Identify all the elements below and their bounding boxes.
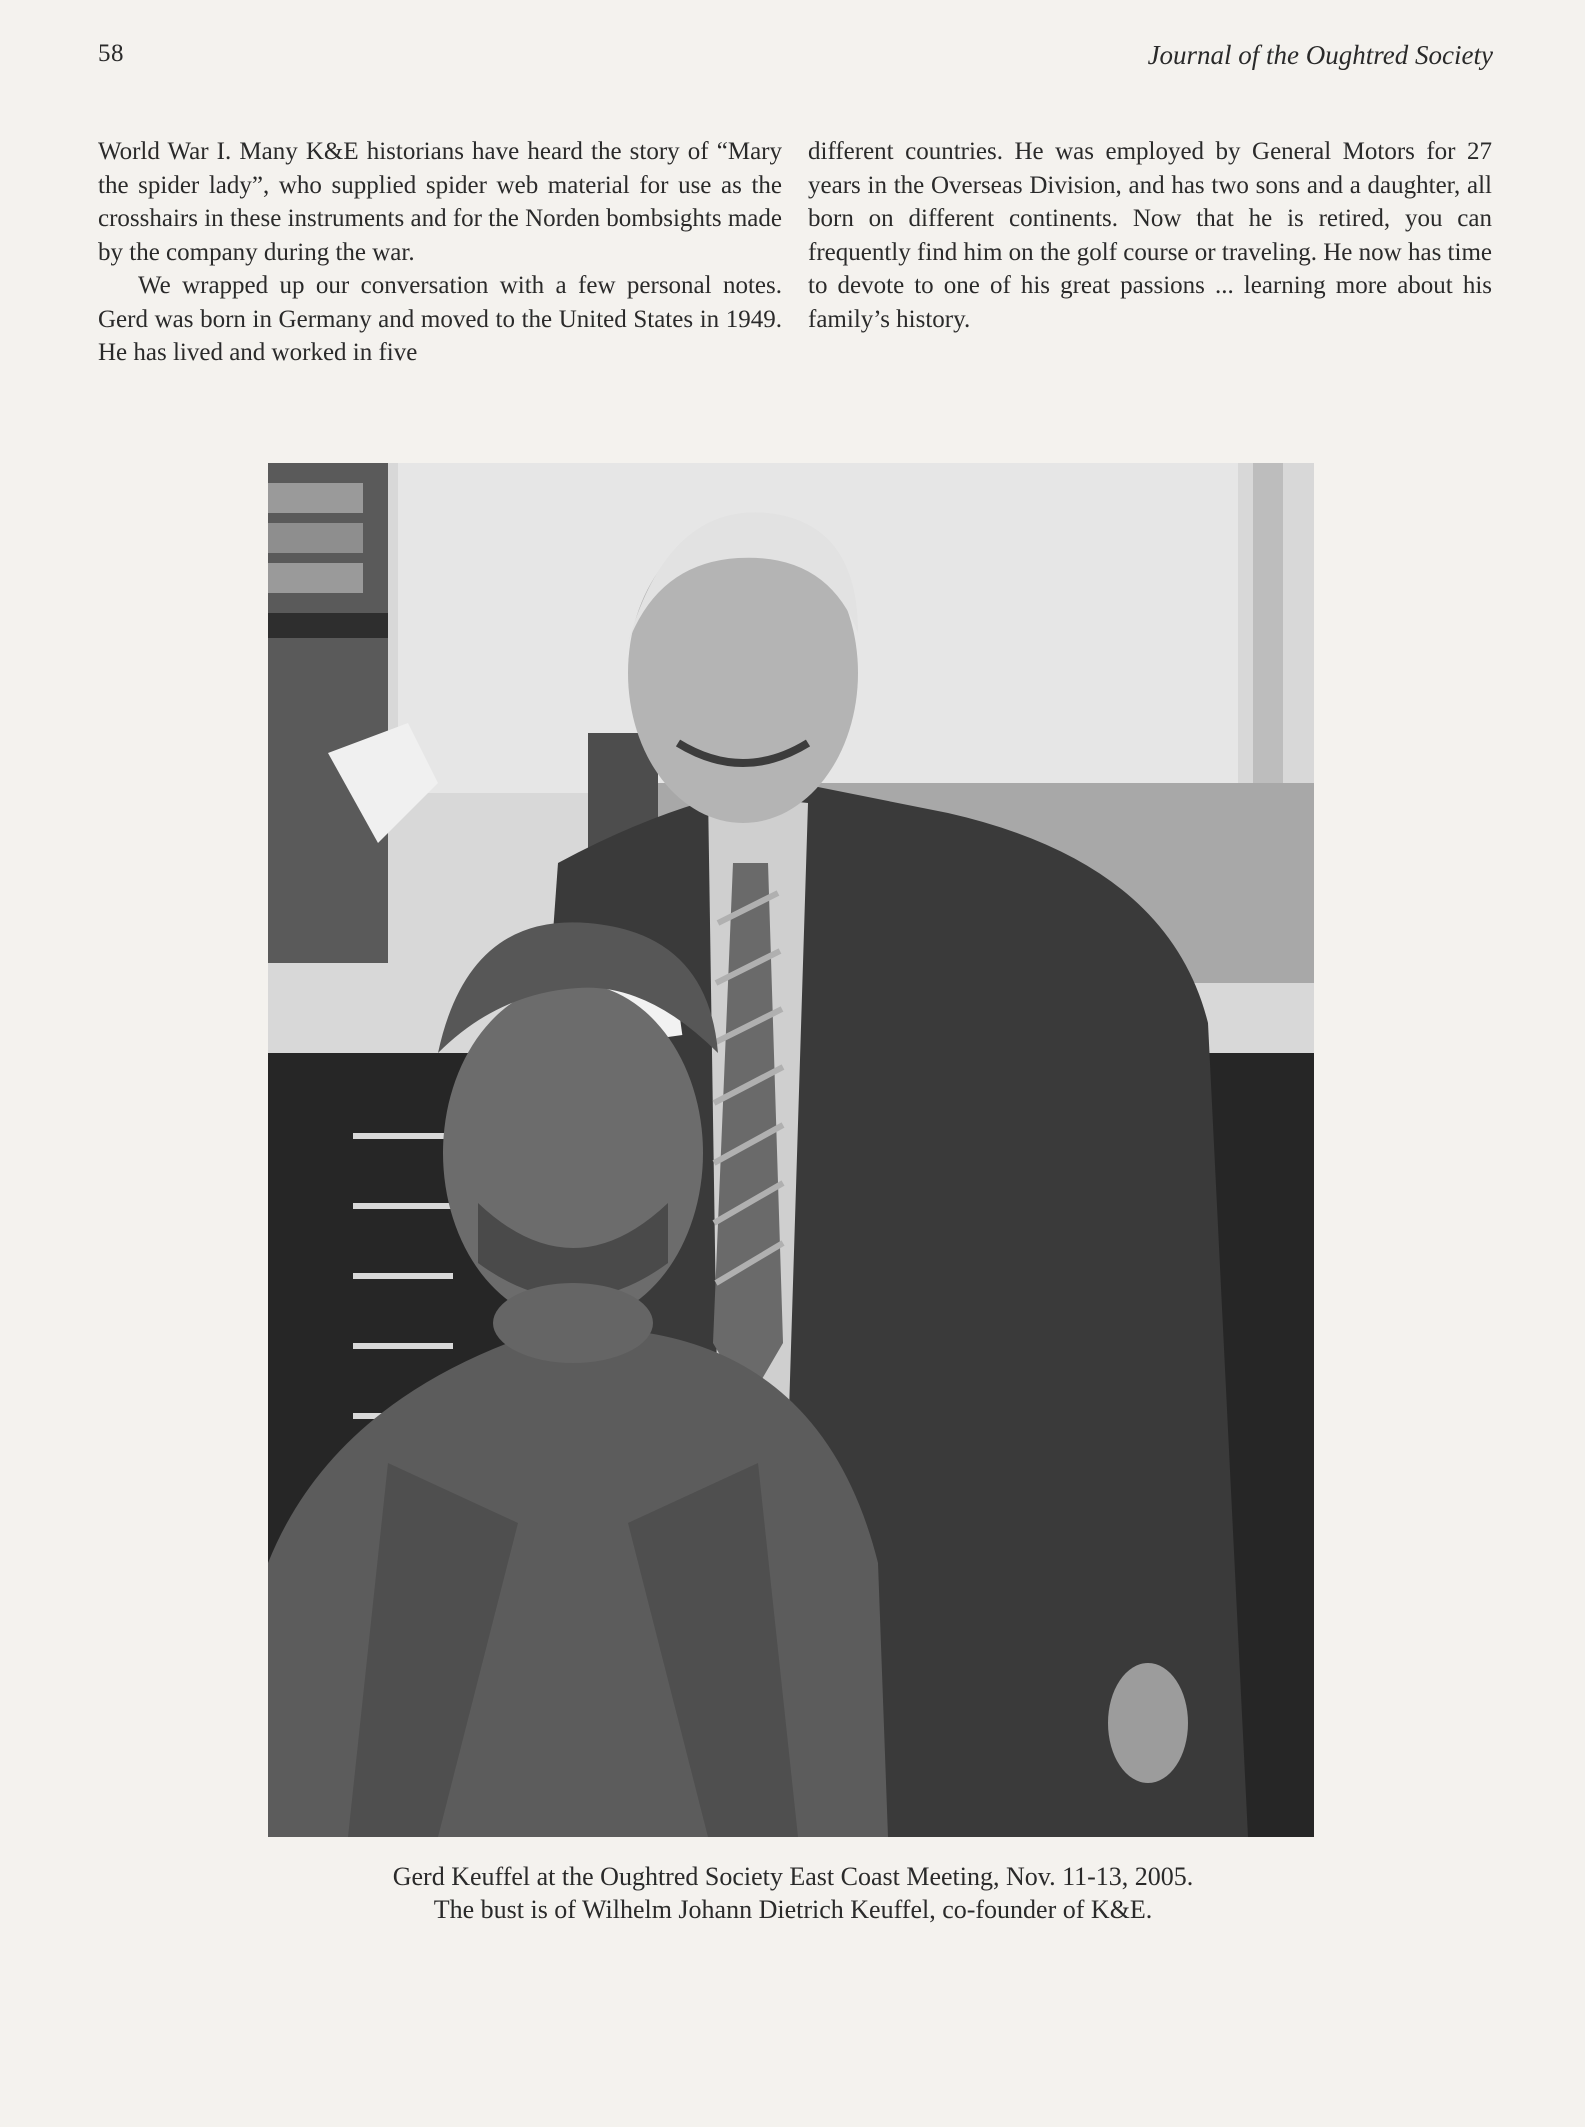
photograph bbox=[268, 463, 1314, 1837]
caption-line: The bust is of Wilhelm Johann Dietrich Keuffel, co-founder of K&E. bbox=[433, 1895, 1153, 1924]
paragraph: World War I. Many K&E historians have heard the story of “Mary the spider lady”, who supplied spider web material for use as the crosshairs in these instruments and for the Norden bombsights made by the company during the war. bbox=[98, 138, 782, 266]
paragraph: different countries. He was employed by General Motors for 27 years in the Overseas Division, and has two sons and a daughter, all born on different continents. Now that he is retired, you can frequently find him on the golf course or traveling. He now has time to devote to one of his great passions ... learning more about his family’s history. bbox=[808, 138, 1492, 333]
right-column bbox=[808, 135, 1492, 336]
left-column bbox=[98, 135, 782, 370]
page-number: 58 bbox=[98, 40, 124, 67]
running-head: Journal of the Oughtred Society bbox=[1147, 40, 1493, 70]
caption-line: Gerd Keuffel at the Oughtred Society East Coast Meeting, Nov. 11-13, 2005. bbox=[392, 1862, 1194, 1891]
figure-caption bbox=[168, 1860, 1418, 1926]
paragraph: We wrapped up our conversation with a few personal notes. Gerd was born in Germany and moved to the United States in 1949. He has lived and worked in five bbox=[98, 272, 782, 366]
